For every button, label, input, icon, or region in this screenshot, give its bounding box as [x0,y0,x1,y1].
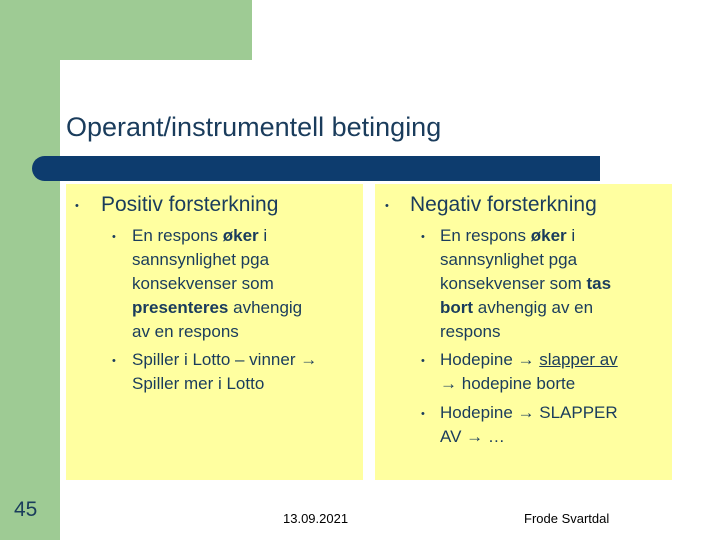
arrow-right-icon: → [517,350,535,369]
green-top-band [0,0,252,60]
right-item-1: En respons øker i sannsynlighet pga konsekvenser som tas bort avhengig av en respons [440,226,612,341]
slide-title: Operant/instrumentell betinging [66,112,442,142]
arrow-right-icon: → [517,403,535,422]
title-underline-bar [32,156,600,181]
left-heading: Positiv forsterkning [101,193,279,216]
bullet-dot-icon: • [421,355,425,367]
bullet-dot-icon: • [75,200,79,212]
bullet-dot-icon: • [421,408,425,420]
right-heading: Negativ forsterkning [410,193,597,216]
footer-author: Frode Svartdal [524,511,610,526]
right-item-3: Hodepine → SLAPPER AV → … [440,403,618,446]
slide-number: 45 [14,498,38,521]
footer-date: 13.09.2021 [283,511,349,526]
left-item-1: En respons øker i sannsynlighet pga konsekvenser som presenteres avhengig av en respons [132,226,303,341]
arrow-right-icon: → [440,374,457,393]
right-item-2: Hodepine → slapper av → hodepine borte [440,350,618,393]
left-item-2: Spiller i Lotto – vinner → Spiller mer i Lotto [132,350,318,393]
green-side-band [0,0,60,540]
bullet-dot-icon: • [385,200,389,212]
arrow-right-icon: → [300,350,318,369]
bullet-dot-icon: • [112,355,116,367]
arrow-right-icon: → [466,427,484,446]
bullet-dot-icon: • [112,231,116,243]
bullet-dot-icon: • [421,231,425,243]
